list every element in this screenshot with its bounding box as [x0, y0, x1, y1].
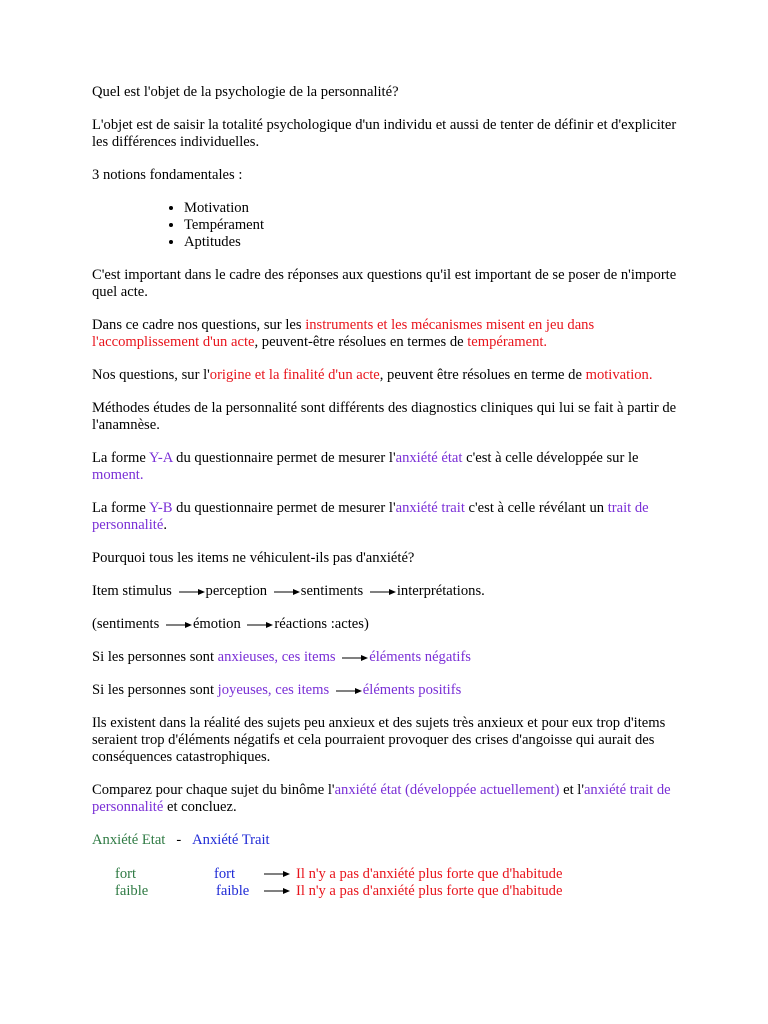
table-row [92, 883, 692, 900]
cell-result: Il n'y a pas d'anxiété plus forte que d'habitude [296, 883, 563, 899]
text-span: La forme [92, 500, 149, 516]
flow-sentiments [92, 616, 692, 633]
text-span: . [163, 517, 167, 533]
header-anxiete-trait: Anxiété Trait [192, 832, 270, 848]
paragraph-motivation [92, 367, 692, 384]
highlight-red: tempérament. [467, 334, 548, 350]
arrow-right-icon [264, 886, 290, 896]
text-span: c'est à celle révélant un [464, 500, 608, 516]
highlight-red: instruments et les mécanismes misent en jeu dans l'accomplissement d'un acte [92, 317, 595, 350]
paragraph-objet: L'objet est de saisir la totalité psychologique d'un individu et aussi de tenter de définir et d'expliciter les différences individuelles. [92, 117, 677, 150]
paragraph-importance: C'est important dans le cadre des réponses aux questions qu'il est important de se poser de n'importe quel acte. [92, 267, 677, 300]
highlight-purple: Y-B [149, 500, 173, 516]
highlight-purple: éléments positifs [362, 682, 462, 698]
text-span: , peuvent-être résolues en termes de [254, 334, 468, 350]
arrow-right-icon [247, 620, 273, 630]
arrow-right-icon [370, 587, 396, 597]
notions-list [92, 200, 692, 251]
paragraph-anxieuses [92, 649, 692, 666]
text-span: Nos questions, sur l' [92, 367, 210, 383]
text-span: émotion [192, 616, 245, 632]
paragraph-methodes: Méthodes études de la personnalité sont différents des diagnostics cliniques qui lui se fait à partir de l'anamnèse. [92, 400, 677, 433]
text-span: Comparez pour chaque sujet du binôme l' [92, 782, 335, 798]
highlight-purple: anxiété trait de personnalité [92, 782, 671, 815]
arrow-right-icon [179, 587, 205, 597]
highlight-purple: moment. [92, 467, 144, 483]
paragraph-temperament [92, 317, 692, 351]
cell-etat: fort [115, 866, 137, 882]
highlight-purple: trait de personnalité [92, 500, 649, 533]
arrow-right-icon [264, 869, 290, 879]
text-span: sentiments [300, 583, 367, 599]
header-anxiete-etat: Anxiété Etat [92, 832, 166, 848]
cell-trait: fort [214, 866, 236, 882]
highlight-purple: anxiété état (développée actuellement) [334, 782, 560, 798]
text-span: interprétations. [396, 583, 485, 599]
table-header [92, 832, 692, 849]
paragraph-forme-yb [92, 500, 692, 534]
text-span: Si les personnes sont [92, 649, 218, 665]
highlight-purple: anxieuses, ces items [217, 649, 340, 665]
text-span: Dans ce cadre nos questions, sur les [92, 317, 306, 333]
text-span: Item stimulus [92, 583, 176, 599]
list-item: • Aptitudes [184, 234, 692, 251]
arrow-right-icon [342, 653, 368, 663]
cell-result: Il n'y a pas d'anxiété plus forte que d'habitude [296, 866, 563, 882]
list-item: • Motivation [184, 200, 692, 217]
text-span: c'est à celle développée sur le [462, 450, 639, 466]
highlight-purple: éléments négatifs [369, 649, 471, 665]
table-row [92, 866, 692, 883]
highlight-purple: joyeuses, ces items [217, 682, 333, 698]
text-span: et concluez. [163, 799, 237, 815]
text-span: réactions :actes) [274, 616, 369, 632]
paragraph-forme-ya [92, 450, 692, 484]
text-span: perception [205, 583, 271, 599]
cell-trait: faible [216, 883, 250, 899]
highlight-purple: anxiété état [395, 450, 463, 466]
paragraph-comparez [92, 782, 692, 816]
arrow-right-icon [166, 620, 192, 630]
paragraph-joyeuses [92, 682, 692, 699]
text-span: Si les personnes sont [92, 682, 218, 698]
paragraph-notions: 3 notions fondamentales : [92, 167, 243, 183]
highlight-red: motivation. [585, 367, 653, 383]
text-span: du questionnaire permet de mesurer l' [172, 500, 396, 516]
highlight-purple: Y-A [149, 450, 173, 466]
arrow-right-icon [336, 686, 362, 696]
text-span: (sentiments [92, 616, 163, 632]
question-items: Pourquoi tous les items ne véhiculent-ils pas d'anxiété? [92, 550, 415, 566]
arrow-right-icon [274, 587, 300, 597]
text-span: , peuvent être résolues en terme de [379, 367, 586, 383]
highlight-purple: anxiété trait [395, 500, 465, 516]
text-span: et l' [559, 782, 584, 798]
text-span: La forme [92, 450, 149, 466]
flow-item-stimulus [92, 583, 692, 600]
header-separator: - [176, 832, 182, 848]
paragraph-sujets: Ils existent dans la réalité des sujets peu anxieux et des sujets très anxieux et pour eux trop d'items seraient trop d'éléments négatifs et cela pourraient provoquer des crises d'angoisse qui aurait des conséquences catastrophiques. [92, 715, 666, 765]
question-objet: Quel est l'objet de la psychologie de la personnalité? [92, 84, 399, 100]
cell-etat: faible [115, 883, 149, 899]
highlight-red: origine et la finalité d'un acte [209, 367, 380, 383]
list-item: • Tempérament [184, 217, 692, 234]
document-page [92, 84, 692, 900]
comparison-table [92, 866, 692, 900]
text-span: du questionnaire permet de mesurer l' [172, 450, 396, 466]
